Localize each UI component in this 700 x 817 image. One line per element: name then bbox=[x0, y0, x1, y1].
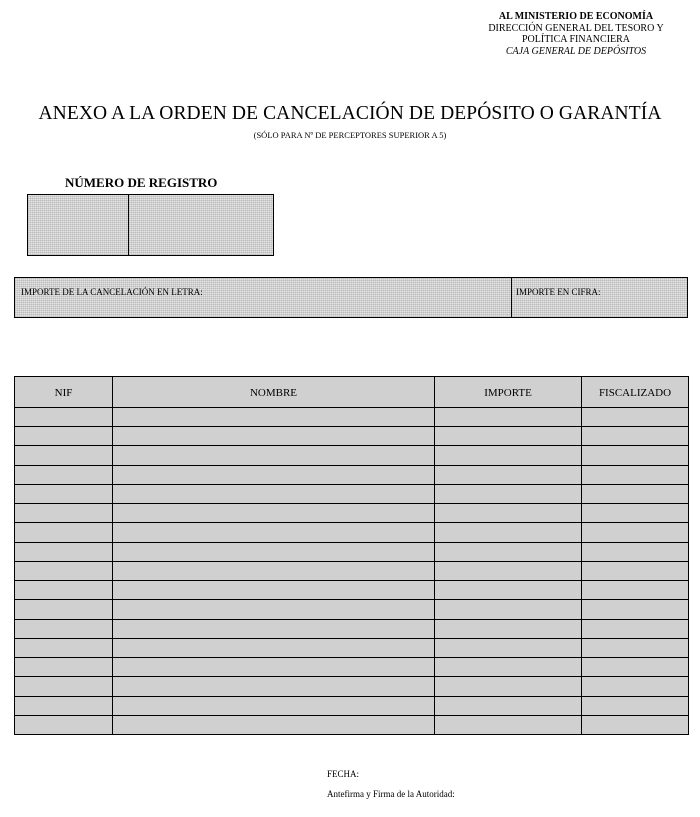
column-header-nombre: NOMBRE bbox=[113, 377, 435, 408]
cell-fiscalizado[interactable] bbox=[582, 427, 689, 446]
cell-importe[interactable] bbox=[435, 542, 582, 561]
cell-fiscalizado[interactable] bbox=[582, 696, 689, 715]
table-row bbox=[15, 427, 689, 446]
cell-nif[interactable] bbox=[15, 504, 113, 523]
cell-importe[interactable] bbox=[435, 465, 582, 484]
cell-fiscalizado[interactable] bbox=[582, 465, 689, 484]
cell-importe[interactable] bbox=[435, 600, 582, 619]
header-direction: DIRECCIÓN GENERAL DEL TESORO Y bbox=[488, 22, 664, 34]
table-row bbox=[15, 446, 689, 465]
cell-importe[interactable] bbox=[435, 561, 582, 580]
cell-fiscalizado[interactable] bbox=[582, 581, 689, 600]
header-addressee bbox=[462, 11, 690, 57]
cell-fiscalizado[interactable] bbox=[582, 446, 689, 465]
cell-nif[interactable] bbox=[15, 408, 113, 427]
cell-fiscalizado[interactable] bbox=[582, 619, 689, 638]
cell-nombre[interactable] bbox=[113, 600, 435, 619]
cell-importe[interactable] bbox=[435, 619, 582, 638]
cell-nombre[interactable] bbox=[113, 696, 435, 715]
cell-nif[interactable] bbox=[15, 427, 113, 446]
table-row bbox=[15, 465, 689, 484]
table-row bbox=[15, 484, 689, 503]
cell-fiscalizado[interactable] bbox=[582, 523, 689, 542]
cell-importe[interactable] bbox=[435, 446, 582, 465]
cell-importe[interactable] bbox=[435, 581, 582, 600]
registro-field-2[interactable] bbox=[128, 194, 274, 256]
table-row bbox=[15, 658, 689, 677]
table-row bbox=[15, 561, 689, 580]
cell-importe[interactable] bbox=[435, 715, 582, 734]
cell-nombre[interactable] bbox=[113, 677, 435, 696]
cell-nombre[interactable] bbox=[113, 542, 435, 561]
table-row bbox=[15, 619, 689, 638]
cell-nombre[interactable] bbox=[113, 484, 435, 503]
perceptores-table bbox=[14, 376, 689, 735]
cell-importe[interactable] bbox=[435, 484, 582, 503]
fecha-label: FECHA: bbox=[327, 769, 360, 779]
cell-fiscalizado[interactable] bbox=[582, 638, 689, 657]
cell-nombre[interactable] bbox=[113, 638, 435, 657]
table-row bbox=[15, 696, 689, 715]
cell-nif[interactable] bbox=[15, 561, 113, 580]
cell-fiscalizado[interactable] bbox=[582, 408, 689, 427]
cell-importe[interactable] bbox=[435, 696, 582, 715]
cell-nif[interactable] bbox=[15, 600, 113, 619]
cell-nombre[interactable] bbox=[113, 446, 435, 465]
cell-nif[interactable] bbox=[15, 523, 113, 542]
cell-nombre[interactable] bbox=[113, 504, 435, 523]
cell-importe[interactable] bbox=[435, 523, 582, 542]
table-row bbox=[15, 600, 689, 619]
cell-nombre[interactable] bbox=[113, 561, 435, 580]
cell-nif[interactable] bbox=[15, 484, 113, 503]
cell-nif[interactable] bbox=[15, 677, 113, 696]
table-row bbox=[15, 523, 689, 542]
registro-label: NÚMERO DE REGISTRO bbox=[65, 175, 218, 190]
cell-fiscalizado[interactable] bbox=[582, 600, 689, 619]
cell-importe[interactable] bbox=[435, 677, 582, 696]
table-row bbox=[15, 581, 689, 600]
cell-nombre[interactable] bbox=[113, 581, 435, 600]
header-policy: POLÍTICA FINANCIERA bbox=[521, 34, 631, 45]
table-row bbox=[15, 677, 689, 696]
cell-nif[interactable] bbox=[15, 696, 113, 715]
importe-cifra-field[interactable] bbox=[512, 278, 687, 317]
cell-nif[interactable] bbox=[15, 446, 113, 465]
cell-importe[interactable] bbox=[435, 408, 582, 427]
cell-fiscalizado[interactable] bbox=[582, 504, 689, 523]
cell-importe[interactable] bbox=[435, 504, 582, 523]
cell-importe[interactable] bbox=[435, 427, 582, 446]
page-subtitle: (SÓLO PARA Nº DE PERCEPTORES SUPERIOR A 5) bbox=[253, 130, 447, 140]
registro-field-1[interactable] bbox=[27, 194, 130, 256]
table-header-row bbox=[15, 377, 689, 408]
header-caja: CAJA GENERAL DE DEPÓSITOS bbox=[505, 45, 647, 57]
header-ministry: AL MINISTERIO DE ECONOMÍA bbox=[498, 11, 654, 22]
cell-fiscalizado[interactable] bbox=[582, 484, 689, 503]
table-row bbox=[15, 638, 689, 657]
firma-label: Antefirma y Firma de la Autoridad: bbox=[327, 789, 455, 799]
cell-fiscalizado[interactable] bbox=[582, 715, 689, 734]
cell-nif[interactable] bbox=[15, 465, 113, 484]
cell-nif[interactable] bbox=[15, 542, 113, 561]
cell-nombre[interactable] bbox=[113, 619, 435, 638]
importe-letra-field[interactable] bbox=[15, 278, 512, 317]
cell-importe[interactable] bbox=[435, 638, 582, 657]
cell-nif[interactable] bbox=[15, 581, 113, 600]
cell-nombre[interactable] bbox=[113, 715, 435, 734]
cell-nif[interactable] bbox=[15, 619, 113, 638]
column-header-fiscalizado: FISCALIZADO bbox=[582, 377, 689, 408]
cell-importe[interactable] bbox=[435, 658, 582, 677]
importe-section bbox=[14, 277, 688, 318]
cell-nombre[interactable] bbox=[113, 465, 435, 484]
cell-fiscalizado[interactable] bbox=[582, 658, 689, 677]
cell-nombre[interactable] bbox=[113, 658, 435, 677]
cell-fiscalizado[interactable] bbox=[582, 542, 689, 561]
cell-fiscalizado[interactable] bbox=[582, 561, 689, 580]
cell-nombre[interactable] bbox=[113, 523, 435, 542]
importe-cifra-label: IMPORTE EN CIFRA: bbox=[516, 287, 601, 297]
table-row bbox=[15, 504, 689, 523]
table-row bbox=[15, 542, 689, 561]
cell-nif[interactable] bbox=[15, 715, 113, 734]
importe-letra-label: IMPORTE DE LA CANCELACIÓN EN LETRA: bbox=[21, 287, 203, 297]
table-row bbox=[15, 408, 689, 427]
cell-nombre[interactable] bbox=[113, 427, 435, 446]
table-body bbox=[15, 408, 689, 735]
cell-nif[interactable] bbox=[15, 638, 113, 657]
column-header-importe: IMPORTE bbox=[435, 377, 582, 408]
cell-nif[interactable] bbox=[15, 658, 113, 677]
column-header-nif: NIF bbox=[15, 377, 113, 408]
cell-fiscalizado[interactable] bbox=[582, 677, 689, 696]
table-row bbox=[15, 715, 689, 734]
cell-nombre[interactable] bbox=[113, 408, 435, 427]
page-title: ANEXO A LA ORDEN DE CANCELACIÓN DE DEPÓSITO O GARANTÍA bbox=[38, 103, 662, 124]
